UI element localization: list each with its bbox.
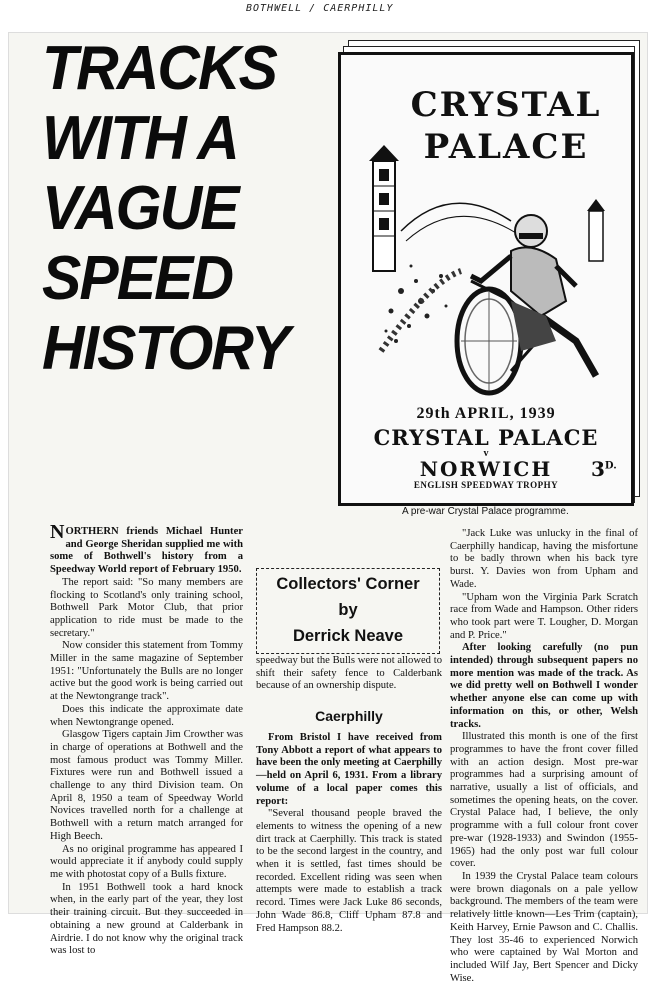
article-paragraph: Glasgow Tigers captain Jim Crowther was in charge of operations at Bothwell and the most famous product was Tommy Miller. Fixtures were run and Bothwell issued a challenge to any third Division team. On April 8, 1950 a team of Speedway World Novices travelled north for a challenge at Bothwell with a return match arranged for High Beech. [50,729,243,842]
article-column-2 [256,732,442,935]
headline-line: WITH A [42,104,238,173]
article-paragraph: As no original programme has appeared I would appreciate it if anybody could supply me with photostat copy of a Bulls fixture. [50,843,243,880]
column-author: Derrick Neave [292,627,404,645]
intro-text: ORTHERN friends Michael Hunter and George Sheridan supplied me with some of Bothwell's history from a Speedway World report of February 1950. [50,526,243,576]
article-column-2-top [256,655,442,693]
programme-date: 29th APRIL, 1939 [416,405,556,422]
headline-line: VAGUE [42,174,238,243]
programme-versus: v [483,448,489,459]
article-paragraph: In 1939 the Crystal Palace team colours were brown diagonals on a pale yellow background. The members of the team were relatively little known—Les Trim (captain), Keith Harvey, Ernie Pawson and C. Challis. They lost 35-46 to experienced Norwich who were captained by Wal Morton and included Wilf Jay, Bert Spencer and Dicky Wise. [450,870,638,984]
programme-price-unit: D. [604,460,617,472]
programme-cover [338,52,634,506]
column-by: by [338,601,358,619]
article-paragraph: "Jack Luke was unlucky in the final of Caerphilly handicap, having the misfortune to be badly thrown when his back tyre burst. Y. Davies won from Upham and Wade. [450,528,638,590]
article-paragraph: In 1951 Bothwell took a hard knock when, in the early part of the year, they lost their training circuit. But they succeeded in obtaining a new ground at Calderbank in Airdrie. I do not know why the original track was lost to [50,881,243,957]
speedway-rider-illustration [361,141,611,401]
column-title: Collectors' Corner [276,575,420,593]
article-paragraph [50,521,243,577]
article-paragraph: The report said: "So many members are flocking to Scotland's only training school, Bothwell Park Motor Club, that prior application to ride must be made to the secretary." [50,576,243,639]
article-paragraph: After looking carefully (no pun intended) through subsequent papers no more mention was made of the track. As we did pretty well on Bothwell I wonder whether anyone else can come up with information on this, or other, Welsh tracks. [450,642,638,730]
article-paragraph: Does this indicate the approximate date when Newtongrange opened. [50,703,243,728]
article-paragraph: Now consider this statement from Tommy Miller in the same magazine of September 1951: "Unfortunately the Bulls are no longer active but the good work is being carried out at the Newtongrange track". [50,640,243,703]
programme-price [591,457,617,481]
column-title-box [256,568,440,654]
programme-away-team: NORWICH [419,457,553,481]
image-caption: A pre-war Crystal Palace programme. [402,506,569,517]
article-paragraph: "Several thousand people braved the elements to witness the opening of a new dirt track at Caerphilly. This track is stated to be the second largest in the country, and when it is settled, fast times should be recorded. Excellent riding was seen when attempts were made to establish a track record. Times were Jack Luke 86 seconds, John Wade 86.8, Cliff Upham 87.8 and Fred Hampson 88.2. [256,808,442,934]
article-paragraph: From Bristol I have received from Tony Abbott a report of what appears to have been the only meeting at Caerphilly—held on April 6, 1931. From a library volume of a local paper comes this report: [256,732,442,807]
article-paragraph: "Upham won the Virginia Park Scratch race from Wade and Hampson. Other riders who took part were T. Lougher, D. Morgan and P. Price." [450,591,638,641]
article-paragraph: speedway but the Bulls were not allowed to shift their safety fence to Calderbank because of an ownership dispute. [256,655,442,692]
programme-title-line1: CRYSTAL [410,85,602,125]
headline-line: TRACKS [42,34,277,103]
article-column-3 [450,528,638,985]
handwritten-note: BOTHWELL / CAERPHILLY [246,3,394,14]
programme-trophy: ENGLISH SPEEDWAY TROPHY [413,480,559,490]
headline-line: SPEED [42,244,233,313]
headline [42,34,318,384]
headline-line: HISTORY [42,314,289,383]
programme-price-value: 3 [591,457,605,481]
section-subhead: Caerphilly [315,708,383,724]
programme-title-line2: PALACE [423,127,589,167]
article-column-1 [50,521,243,958]
drop-cap: N [50,521,65,543]
article-paragraph: Illustrated this month is one of the first programmes to have the front cover filled with an action design. Most pre-war programmes had a surprising amount of narrative, usually a list of officials, and sometimes the opening heats, on the cover. Crystal Palace had, I believe, the only programme with a full colour front cover pre-war (1928-1933) and Swindon (1955-1965) had the only post war full colour cover. [450,731,638,870]
programme-home-team: CRYSTAL PALACE [373,425,599,450]
